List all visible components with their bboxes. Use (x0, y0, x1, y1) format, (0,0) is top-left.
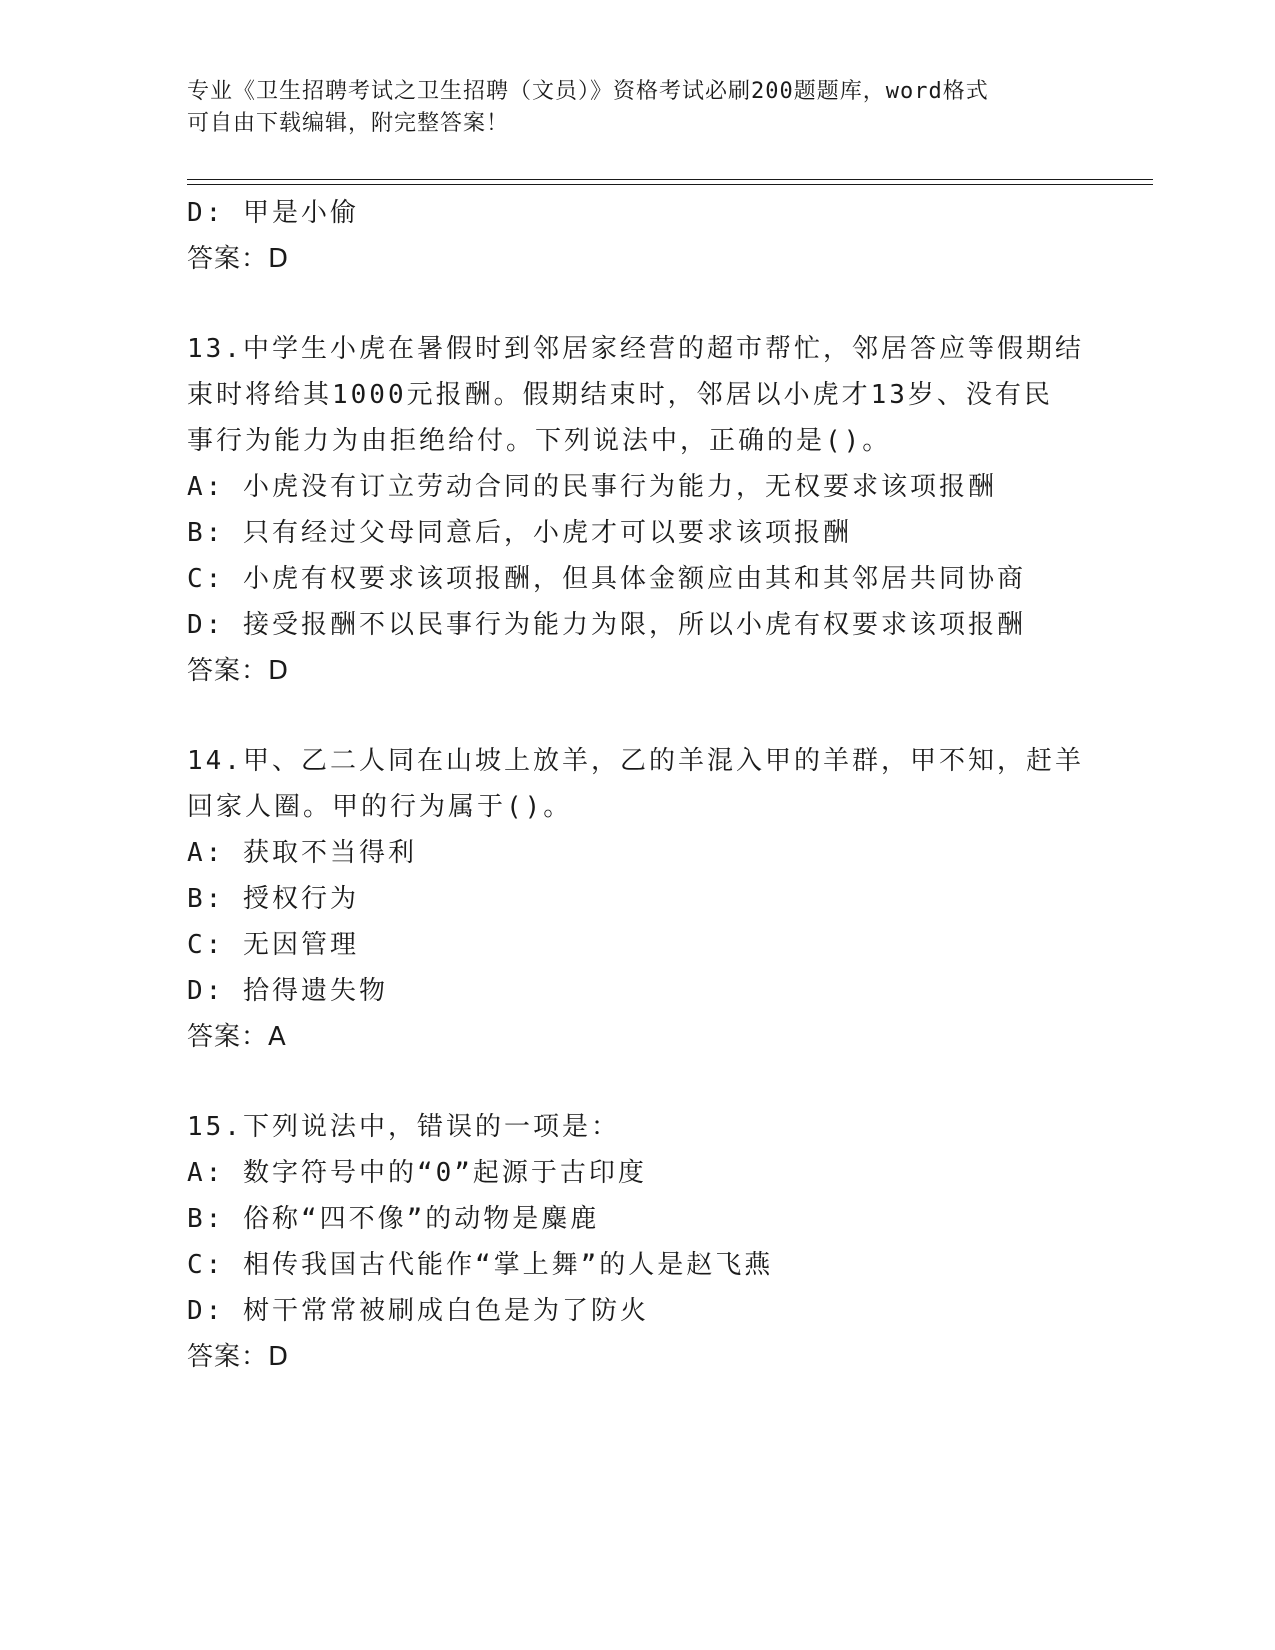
header-line-2: 可自由下载编辑，附完整答案！ (187, 111, 510, 136)
question-15 (187, 1104, 1087, 1380)
answer-line: 答案：A (187, 1022, 287, 1052)
option-a: A: 数字符号中的“0”起源于古印度 (187, 1158, 647, 1188)
question-stem-line: 束时将给其1000元报酬。假期结束时，邻居以小虎才13岁、没有民 (187, 380, 1053, 410)
answer-line: 答案：D (187, 656, 290, 686)
answer-line: 答案：D (187, 1342, 290, 1372)
option-a: A: 小虎没有订立劳动合同的民事行为能力，无权要求该项报酬 (187, 472, 997, 502)
option-d: D: 接受报酬不以民事行为能力为限，所以小虎有权要求该项报酬 (187, 610, 1026, 640)
header-line-1: 专业《卫生招聘考试之卫生招聘（文员）》资格考试必刷200题题库，word格式 (187, 79, 989, 104)
option-b: B: 授权行为 (187, 884, 359, 914)
question-stem-line: 回家人圈。甲的行为属于()。 (187, 792, 573, 822)
option-d: D: 树干常常被刷成白色是为了防火 (187, 1296, 649, 1326)
option-c: C: 小虎有权要求该项报酬，但具体金额应由其和其邻居共同协商 (187, 564, 1026, 594)
header-divider-top (187, 179, 1153, 180)
question-stem-line: 14.甲、乙二人同在山坡上放羊，乙的羊混入甲的羊群，甲不知，赶羊 (187, 746, 1084, 776)
question-14 (187, 738, 1087, 1060)
option-a: A: 获取不当得利 (187, 838, 417, 868)
option-d: D: 拾得遗失物 (187, 976, 388, 1006)
question-13 (187, 326, 1087, 694)
option-b: B: 俗称“四不像”的动物是麋鹿 (187, 1204, 600, 1234)
header-divider-bottom (187, 184, 1153, 185)
answer-line: 答案：D (187, 244, 290, 274)
option-d: D: 甲是小偷 (187, 198, 359, 228)
question-stem-line: 15.下列说法中，错误的一项是： (187, 1112, 620, 1142)
question-stem-line: 13.中学生小虎在暑假时到邻居家经营的超市帮忙，邻居答应等假期结 (187, 334, 1084, 364)
question-stem-line: 事行为能力为由拒绝给付。下列说法中，正确的是()。 (187, 426, 892, 456)
option-c: C: 无因管理 (187, 930, 359, 960)
option-c: C: 相传我国古代能作“掌上舞”的人是赵飞燕 (187, 1250, 774, 1280)
carryover-question (187, 190, 1087, 282)
page-header (187, 76, 1067, 140)
option-b: B: 只有经过父母同意后，小虎才可以要求该项报酬 (187, 518, 852, 548)
question-content (187, 190, 1087, 1380)
